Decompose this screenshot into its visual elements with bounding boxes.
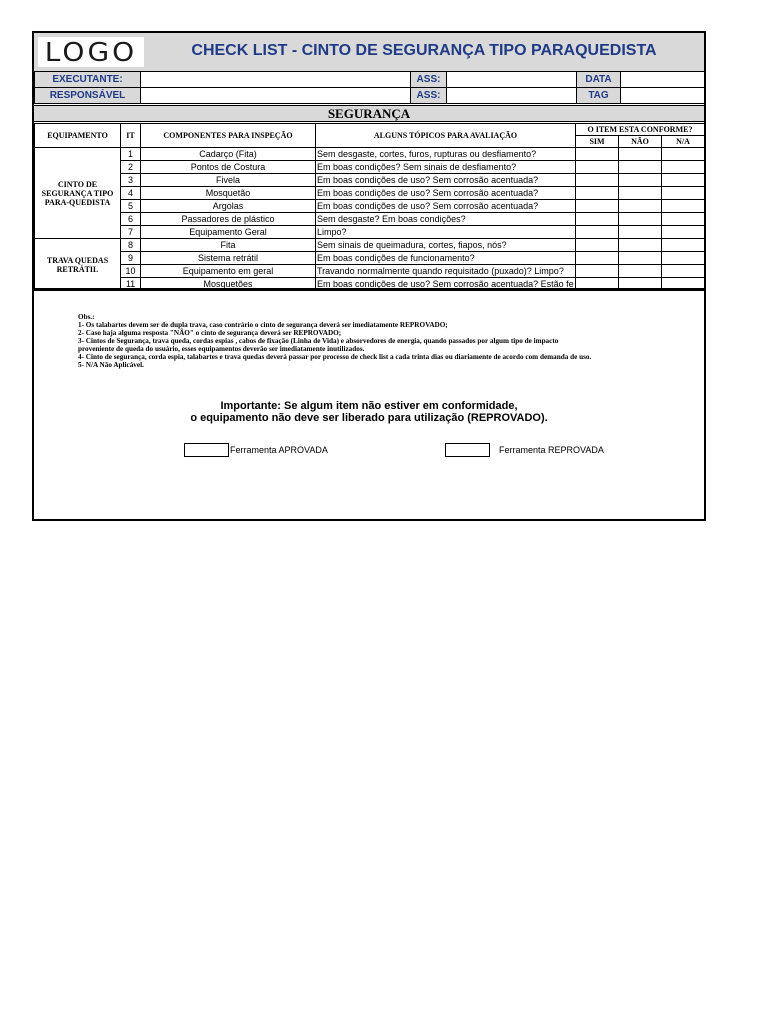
table-row xyxy=(35,239,705,252)
nao-cell[interactable] xyxy=(619,174,662,187)
nao-cell[interactable] xyxy=(619,265,662,278)
table-row xyxy=(35,174,705,187)
item-component: Argolas xyxy=(141,200,316,213)
table-row xyxy=(35,148,705,161)
responsavel-label: RESPONSÁVEL xyxy=(35,88,141,104)
nao-cell[interactable] xyxy=(619,187,662,200)
nao-cell[interactable] xyxy=(619,239,662,252)
na-cell[interactable] xyxy=(662,200,705,213)
table-row xyxy=(35,252,705,265)
item-number: 9 xyxy=(121,252,141,265)
item-topic: Em boas condições de uso? Sem corrosão acentuada? xyxy=(316,174,576,187)
obs-line: 4- Cinto de segurança, corda espia, talabartes e trava quedas deverá passar por processo de check list a cada trinta dias ou diariamente de acordo com demanda de uso. xyxy=(78,353,592,361)
obs-line: 1- Os talabartes devem ser de dupla trava, caso contrário o cinto de segurança deverá ser imediatamente REPROVADO; xyxy=(78,321,448,329)
data-label: DATA xyxy=(577,72,621,88)
info-table xyxy=(34,71,705,104)
nao-cell[interactable] xyxy=(619,161,662,174)
equipment-group-fall-arrester: TRAVA QUEDAS RETRÁTIL xyxy=(35,239,121,291)
approved-label: Ferramenta APROVADA xyxy=(230,445,328,455)
item-topic: Em boas condições de uso? Sem corrosão acentuada? xyxy=(316,200,576,213)
col-sim: SIM xyxy=(576,136,619,148)
executante-label: EXECUTANTE: xyxy=(35,72,141,88)
important-line-2: o equipamento não deve ser liberado para utilização (REPROVADO). xyxy=(190,412,548,424)
item-topic: Em boas condições de funcionamento? xyxy=(316,252,576,265)
col-na: N/A xyxy=(662,136,705,148)
rejected-checkbox[interactable] xyxy=(445,443,490,457)
item-topic: Em boas condições de uso? Sem corrosão acentuada? Estão fe xyxy=(317,278,574,289)
table-row xyxy=(35,213,705,226)
na-cell[interactable] xyxy=(662,187,705,200)
item-topic: Limpo? xyxy=(316,226,576,239)
table-row xyxy=(35,161,705,174)
ass-field-1[interactable] xyxy=(447,72,577,88)
nao-cell[interactable] xyxy=(619,252,662,265)
sim-cell[interactable] xyxy=(576,174,619,187)
table-row xyxy=(35,265,705,278)
nao-cell[interactable] xyxy=(619,148,662,161)
sim-cell[interactable] xyxy=(576,187,619,200)
item-number: 3 xyxy=(121,174,141,187)
item-number: 7 xyxy=(121,226,141,239)
item-component: Sistema retrátil xyxy=(141,252,316,265)
col-equipamento: EQUIPAMENTO xyxy=(35,124,121,148)
page-title: CHECK LIST - CINTO DE SEGURANÇA TIPO PARAQUEDISTA xyxy=(191,42,657,59)
item-component: Mosquetões xyxy=(141,278,316,291)
sim-cell[interactable] xyxy=(576,148,619,161)
item-number: 2 xyxy=(121,161,141,174)
logo-text: LOGO xyxy=(44,36,138,68)
obs-line: 5- N/A Não Aplicável. xyxy=(78,361,144,369)
obs-line: proveniente de queda do usuário, esses equipamentos deverão ser imediatamente inutilizados. xyxy=(78,345,365,353)
sim-cell[interactable] xyxy=(576,161,619,174)
item-topic: Em boas condições de uso? Sem corrosão acentuada? xyxy=(316,187,576,200)
responsavel-field[interactable] xyxy=(141,88,411,104)
approved-checkbox[interactable] xyxy=(184,443,229,457)
item-number: 4 xyxy=(121,187,141,200)
nao-cell[interactable] xyxy=(619,213,662,226)
ass-label-2: ASS: xyxy=(411,88,447,104)
item-topic: Sem desgaste, cortes, furos, rupturas ou desfiamento? xyxy=(316,148,576,161)
item-component: Cadarço (Fita) xyxy=(141,148,316,161)
executante-field[interactable] xyxy=(141,72,411,88)
item-number: 5 xyxy=(121,200,141,213)
item-number: 11 xyxy=(121,278,141,291)
sim-cell[interactable] xyxy=(576,252,619,265)
na-cell[interactable] xyxy=(662,161,705,174)
na-cell[interactable] xyxy=(662,174,705,187)
equipment-group-harness: CINTO DE SEGURANÇA TIPO PARA-QUEDISTA xyxy=(35,148,121,239)
item-component: Fita xyxy=(141,239,316,252)
sim-cell[interactable] xyxy=(576,200,619,213)
checklist-table xyxy=(34,123,705,291)
item-component: Equipamento em geral xyxy=(141,265,316,278)
item-number: 1 xyxy=(121,148,141,161)
na-cell[interactable] xyxy=(662,213,705,226)
col-componentes: COMPONENTES PARA INSPEÇÃO xyxy=(141,124,316,148)
item-component: Fivela xyxy=(141,174,316,187)
header-bar xyxy=(34,33,704,72)
sim-cell[interactable] xyxy=(576,265,619,278)
item-topic: Sem sinais de queimadura, cortes, fiapos, nós? xyxy=(316,239,576,252)
tag-label: TAG xyxy=(577,88,621,104)
col-conforme: O ITEM ESTA CONFORME? xyxy=(576,124,705,136)
table-row xyxy=(35,226,705,239)
item-topic: Sem desgaste? Em boas condições? xyxy=(316,213,576,226)
ass-field-2[interactable] xyxy=(447,88,577,104)
sim-cell[interactable] xyxy=(576,239,619,252)
table-row xyxy=(35,187,705,200)
table-row xyxy=(35,200,705,213)
item-topic: Em boas condições? Sem sinais de desfiamento? xyxy=(316,161,576,174)
nao-cell[interactable] xyxy=(619,200,662,213)
data-field[interactable] xyxy=(621,72,705,88)
checklist-sheet xyxy=(32,31,706,521)
na-cell[interactable] xyxy=(662,148,705,161)
section-title: SEGURANÇA xyxy=(34,105,704,122)
obs-line: 3- Cintos de Segurança, trava queda, cordas espias , cabos de fixação (Linha de Vida) e absorvedores de energia, quando passados por algum tipo de impacto xyxy=(78,337,559,345)
nao-cell[interactable] xyxy=(619,226,662,239)
obs-title: Obs.: xyxy=(78,313,95,321)
sim-cell[interactable] xyxy=(576,226,619,239)
obs-line: 2- Caso haja alguma resposta "NÃO" o cinto de segurança deverá ser REPROVADO; xyxy=(78,329,342,337)
section-divider xyxy=(34,288,704,290)
item-component: Pontos de Costura xyxy=(141,161,316,174)
tag-field[interactable] xyxy=(621,88,705,104)
observations xyxy=(78,313,678,369)
item-component: Mosquetão xyxy=(141,187,316,200)
na-cell[interactable] xyxy=(662,265,705,278)
item-number: 10 xyxy=(121,265,141,278)
rejected-label: Ferramenta REPROVADA xyxy=(499,445,604,455)
item-component: Equipamento Geral xyxy=(141,226,316,239)
col-it: IT xyxy=(121,124,141,148)
important-line-1: Importante: Se algum item não estiver em conformidade, xyxy=(220,400,518,412)
logo xyxy=(38,37,144,67)
item-topic: Travando normalmente quando requisitado (puxado)? Limpo? xyxy=(316,265,576,278)
col-topicos: ALGUNS TÓPICOS PARA AVALIAÇÃO xyxy=(316,124,576,148)
na-cell[interactable] xyxy=(662,252,705,265)
item-number: 8 xyxy=(121,239,141,252)
item-component: Passadores de plástico xyxy=(141,213,316,226)
col-nao: NÃO xyxy=(619,136,662,148)
na-cell[interactable] xyxy=(662,226,705,239)
ass-label-1: ASS: xyxy=(411,72,447,88)
na-cell[interactable] xyxy=(662,239,705,252)
item-number: 6 xyxy=(121,213,141,226)
sim-cell[interactable] xyxy=(576,213,619,226)
important-notice xyxy=(134,400,604,424)
